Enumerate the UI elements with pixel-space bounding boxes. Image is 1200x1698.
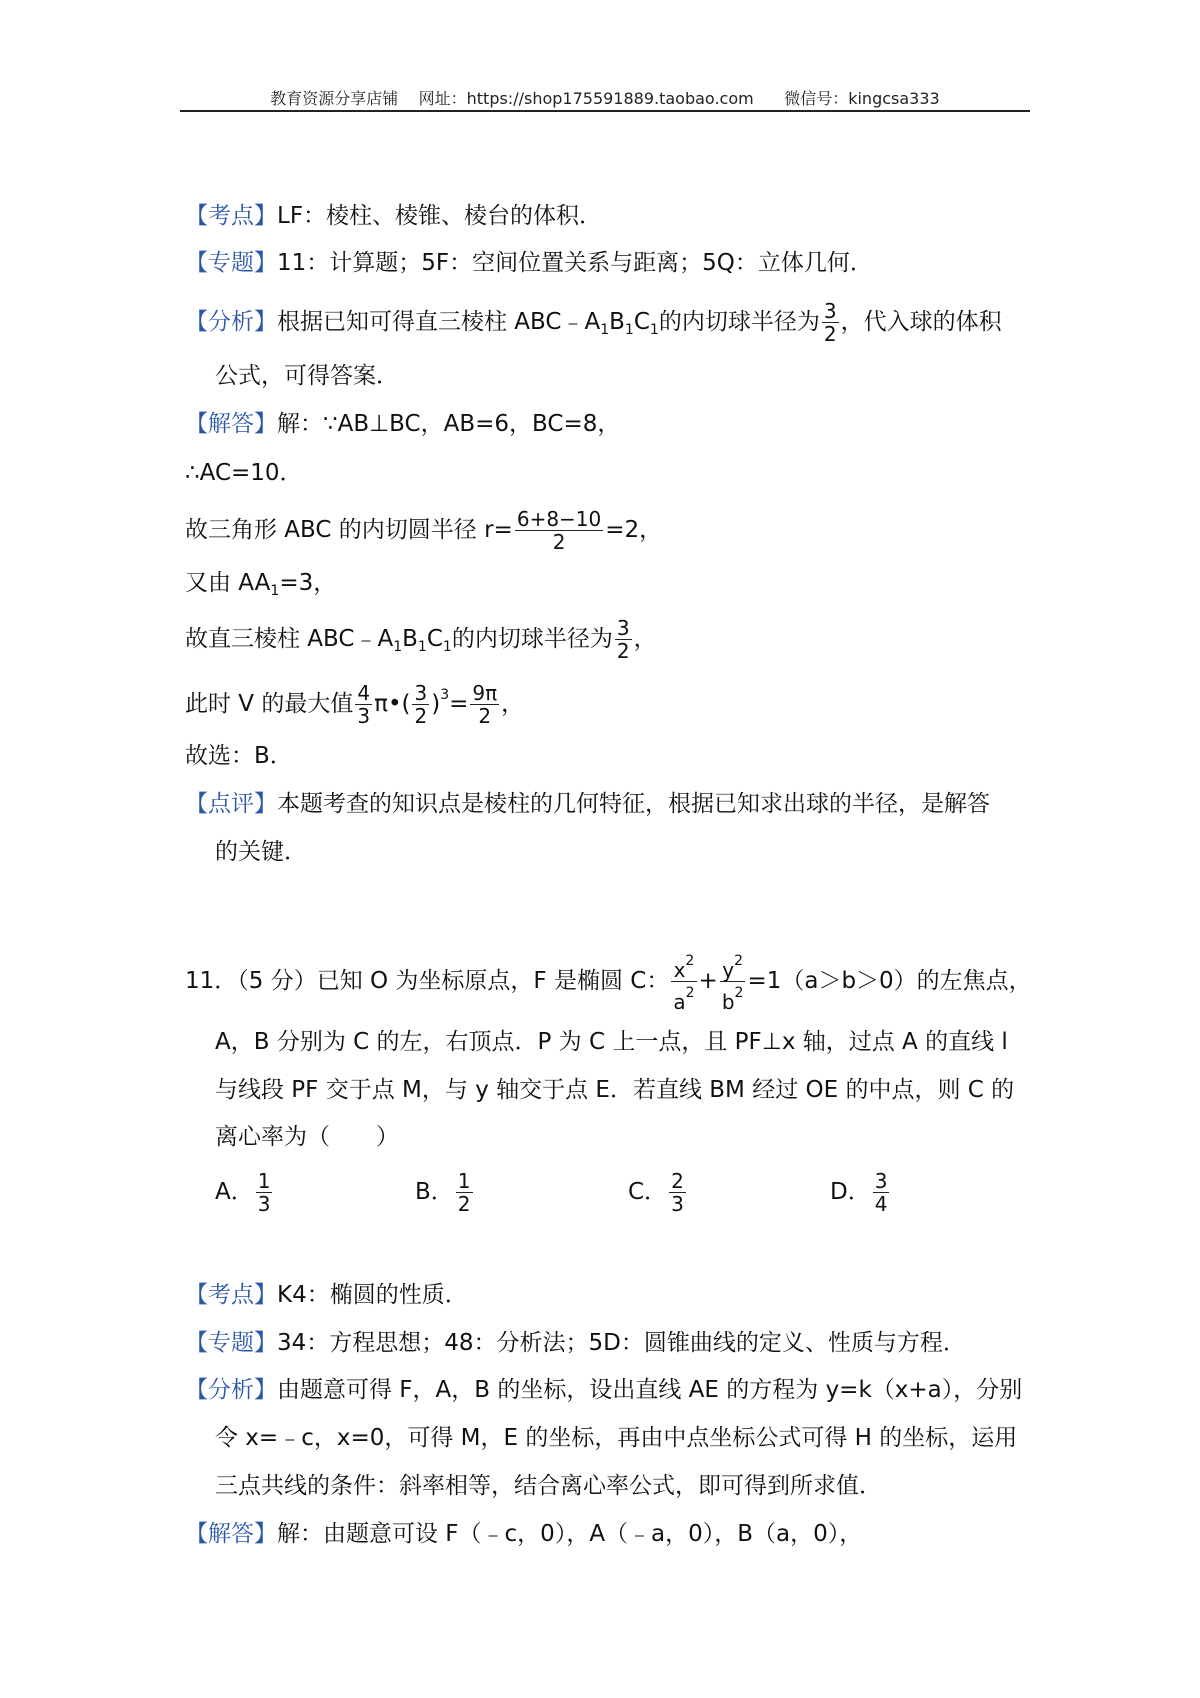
jieda-tag: 【解答】 <box>185 411 277 437</box>
text: ， <box>633 626 657 652</box>
fraction <box>256 1170 273 1215</box>
text: + <box>698 968 718 994</box>
denominator: 3 <box>257 1192 271 1216</box>
header-divider <box>180 110 1030 112</box>
subscript: 1 <box>393 639 403 655</box>
fraction <box>412 682 429 727</box>
superscript: 2 <box>685 985 695 1001</box>
fraction <box>456 1170 473 1215</box>
zhuanti-tag: 【专题】 <box>185 1330 277 1356</box>
q10-zhuanti <box>185 248 873 278</box>
fenxi-text: C <box>633 309 650 335</box>
q11-stem-line1 <box>185 950 1032 1013</box>
option-label: C． <box>628 1179 668 1205</box>
denominator: 3 <box>671 1192 684 1216</box>
q10-jieda <box>185 409 620 439</box>
fraction <box>873 1170 890 1215</box>
option-b <box>415 1170 475 1215</box>
kaodian-tag: 【考点】 <box>185 1282 277 1308</box>
text: π•( <box>374 691 411 717</box>
solution-line: ∴AC=10． <box>185 460 303 486</box>
text: = <box>449 691 469 717</box>
text: b <box>721 990 735 1014</box>
text: ， <box>501 691 525 717</box>
text: B <box>402 626 418 652</box>
superscript: 2 <box>685 953 695 969</box>
text: x <box>673 958 686 982</box>
solution-line: 故选：B． <box>185 743 293 769</box>
solution-line <box>185 617 657 662</box>
q11-stem-line4: 离心率为（ ） <box>215 1124 399 1150</box>
superscript: 2 <box>734 953 744 969</box>
denominator: 3 <box>357 704 371 728</box>
fraction <box>822 300 839 345</box>
jieda-text: 解：由题意可设 F（﹣c，0），A（﹣a，0），B（a，0）， <box>277 1521 863 1547</box>
fenxi-text: B <box>609 309 625 335</box>
q11-stem-line3: 与线段 PF 交于点 M，与 y 轴交于点 E．若直线 BM 经过 OE 的中点，则 C 的 <box>215 1077 1015 1103</box>
q11-zhuanti <box>185 1328 966 1358</box>
text: ) <box>431 691 441 717</box>
numerator: 3 <box>414 681 428 705</box>
text: a <box>673 990 686 1014</box>
numerator: 9π <box>472 681 498 705</box>
q11-fenxi-line2: 令 x=﹣c，x=0，可得 M，E 的坐标，再由中点坐标公式可得 H 的坐标，运用 <box>215 1425 1018 1451</box>
fenxi-text: ，代入球的体积 <box>840 309 1002 335</box>
q11-stem-line2: A，B 分别为 C 的左，右顶点．P 为 C 上一点，且 PF⊥x 轴，过点 A 的直线 l <box>215 1029 1008 1055</box>
fenxi-tag: 【分析】 <box>185 309 277 335</box>
q10-dianping-line2: 的关键． <box>215 839 307 865</box>
denominator <box>671 982 696 1013</box>
text: C <box>426 626 443 652</box>
numerator: 6+8−10 <box>516 507 602 531</box>
zhuanti-text: 34：方程思想；48：分析法；5D：圆锥曲线的定义、性质与方程． <box>277 1330 966 1356</box>
numerator: 3 <box>874 1169 888 1193</box>
denominator: 4 <box>874 1192 888 1216</box>
option-c <box>628 1170 688 1215</box>
option-label: A． <box>215 1179 254 1205</box>
text: =3， <box>279 570 337 596</box>
text: 故三角形 ABC 的内切圆半径 r= <box>185 517 513 543</box>
q10-fenxi-line2: 公式，可得答案． <box>215 363 399 389</box>
page-header: 教育资源分享店铺 网址：https://shop175591889.taobao.com 微信号：kingcsa333 <box>270 89 940 108</box>
subscript: 1 <box>649 322 659 338</box>
denominator: 2 <box>823 322 837 346</box>
fraction <box>720 950 746 1013</box>
denominator: 2 <box>414 704 428 728</box>
subscript: 1 <box>270 583 280 599</box>
zhuanti-text: 11：计算题；5F：空间位置关系与距离；5Q：立体几何． <box>277 250 873 276</box>
text: =1（a＞b＞0）的左焦点， <box>747 968 1032 994</box>
solution-line <box>185 680 524 727</box>
numerator: 3 <box>823 299 837 323</box>
numerator: 2 <box>671 1169 684 1193</box>
denominator: 2 <box>478 704 492 728</box>
fraction <box>671 950 696 1013</box>
q11-fenxi <box>185 1375 1022 1405</box>
q11-fenxi-line3: 三点共线的条件：斜率相等，结合离心率公式，即可得到所求值． <box>215 1473 882 1499</box>
fraction <box>669 1170 686 1215</box>
kaodian-text: K4：椭圆的性质． <box>277 1282 468 1308</box>
numerator: 1 <box>457 1169 471 1193</box>
numerator: 1 <box>257 1169 271 1193</box>
subscript: 1 <box>624 322 634 338</box>
q10-kaodian <box>185 201 602 231</box>
q10-fenxi <box>185 300 1002 345</box>
denominator <box>720 982 746 1013</box>
numerator <box>720 950 746 982</box>
solution-line <box>185 568 336 606</box>
fraction <box>470 682 499 727</box>
option-d <box>830 1170 891 1215</box>
superscript: 2 <box>734 985 744 1001</box>
subscript: 1 <box>442 639 452 655</box>
text: =2， <box>605 517 663 543</box>
kaodian-text: LF：棱柱、棱锥、棱台的体积． <box>277 203 603 229</box>
denominator: 2 <box>552 530 566 554</box>
option-a <box>215 1170 274 1215</box>
q11-jieda <box>185 1519 862 1549</box>
denominator: 2 <box>457 1192 471 1216</box>
fenxi-tag: 【分析】 <box>185 1377 277 1403</box>
dianping-text: 本题考查的知识点是棱柱的几何特征，根据已知求出球的半径，是解答 <box>277 791 990 817</box>
subscript: 1 <box>417 639 427 655</box>
text: 故直三棱柱 ABC﹣A <box>185 626 394 652</box>
fenxi-text: 由题意可得 F，A，B 的坐标，设出直线 AE 的方程为 y=k（x+a），分别 <box>277 1377 1023 1403</box>
dianping-tag: 【点评】 <box>185 791 277 817</box>
text: 的内切球半径为 <box>451 626 613 652</box>
denominator: 2 <box>616 639 630 663</box>
jieda-text: 解：∵AB⊥BC，AB=6，BC=8， <box>277 411 621 437</box>
fenxi-text: 根据已知可得直三棱柱 ABC﹣A <box>277 309 601 335</box>
fenxi-text: 的内切球半径为 <box>658 309 820 335</box>
text: 又由 AA <box>185 570 271 596</box>
option-label: B． <box>415 1179 454 1205</box>
q10-dianping <box>185 789 990 819</box>
text: 11．（5 分）已知 O 为坐标原点，F 是椭圆 C： <box>185 968 670 994</box>
option-label: D． <box>830 1179 871 1205</box>
numerator: 3 <box>616 616 630 640</box>
fraction <box>515 508 603 553</box>
fraction <box>615 617 632 662</box>
numerator: 4 <box>357 681 371 705</box>
fraction <box>355 682 372 727</box>
q11-kaodian <box>185 1280 468 1310</box>
jieda-tag: 【解答】 <box>185 1521 277 1547</box>
kaodian-tag: 【考点】 <box>185 203 277 229</box>
text: y <box>722 958 735 982</box>
solution-line <box>185 508 662 553</box>
zhuanti-tag: 【专题】 <box>185 250 277 276</box>
numerator <box>671 950 696 982</box>
superscript: 3 <box>440 687 450 703</box>
subscript: 1 <box>600 322 610 338</box>
text: 此时 V 的最大值 <box>185 691 354 717</box>
